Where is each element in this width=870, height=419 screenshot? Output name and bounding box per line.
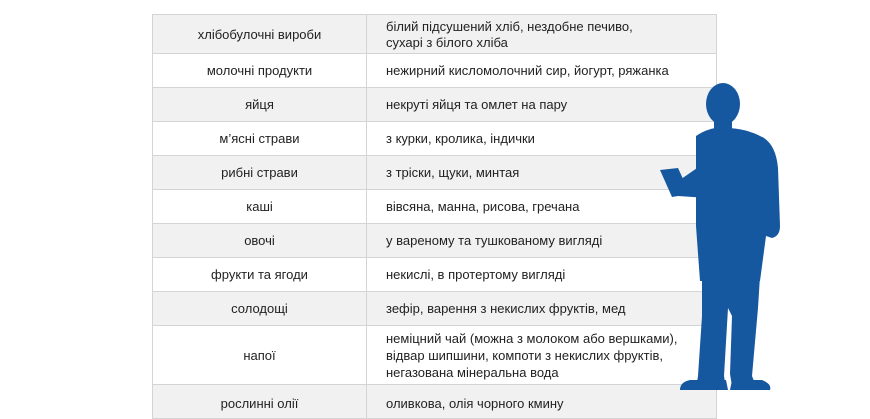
diet-table — [152, 14, 717, 419]
table-row — [153, 385, 717, 419]
table-row — [153, 224, 717, 258]
table-row — [153, 54, 717, 88]
food-category: напої — [153, 326, 367, 385]
table-row — [153, 15, 717, 54]
food-category: яйця — [153, 88, 367, 122]
food-items: з курки, кролика, індички — [367, 122, 717, 156]
person-with-tablet-silhouette-icon — [656, 76, 788, 400]
food-items: вівсяна, манна, рисова, гречана — [367, 190, 717, 224]
food-items-line: неміцний чай (можна з молоком або вершками), відвар шипшини, компоти з некислих фруктів, негазована мінеральна вода — [386, 330, 678, 380]
food-category: солодощі — [153, 292, 367, 326]
food-items: нежирний кисломолочний сир, йогурт, ряжанка — [367, 54, 717, 88]
food-items: з тріски, щуки, минтая — [367, 156, 717, 190]
food-category: овочі — [153, 224, 367, 258]
food-category: рибні страви — [153, 156, 367, 190]
food-items: у вареному та тушкованому вигляді — [367, 224, 717, 258]
table-row — [153, 88, 717, 122]
food-items: некислі, в протертому вигляді — [367, 258, 717, 292]
food-category: молочні продукти — [153, 54, 367, 88]
food-category: каші — [153, 190, 367, 224]
food-items: зефір, варення з некислих фруктів, мед — [367, 292, 717, 326]
food-items — [367, 15, 717, 54]
food-category: хлібобулочні вироби — [153, 15, 367, 54]
table-row — [153, 122, 717, 156]
food-category: м’ясні страви — [153, 122, 367, 156]
food-items-line: білий підсушений хліб, нездобне печиво, сухарі з білого хліба — [386, 18, 633, 50]
food-items: оливкова, олія чорного кмину — [367, 385, 717, 419]
food-items: некруті яйця та омлет на пару — [367, 88, 717, 122]
table-row — [153, 190, 717, 224]
food-category: рослинні олії — [153, 385, 367, 419]
food-category: фрукти та ягоди — [153, 258, 367, 292]
table-row — [153, 292, 717, 326]
table-row — [153, 326, 717, 385]
table-row — [153, 156, 717, 190]
table-row — [153, 258, 717, 292]
